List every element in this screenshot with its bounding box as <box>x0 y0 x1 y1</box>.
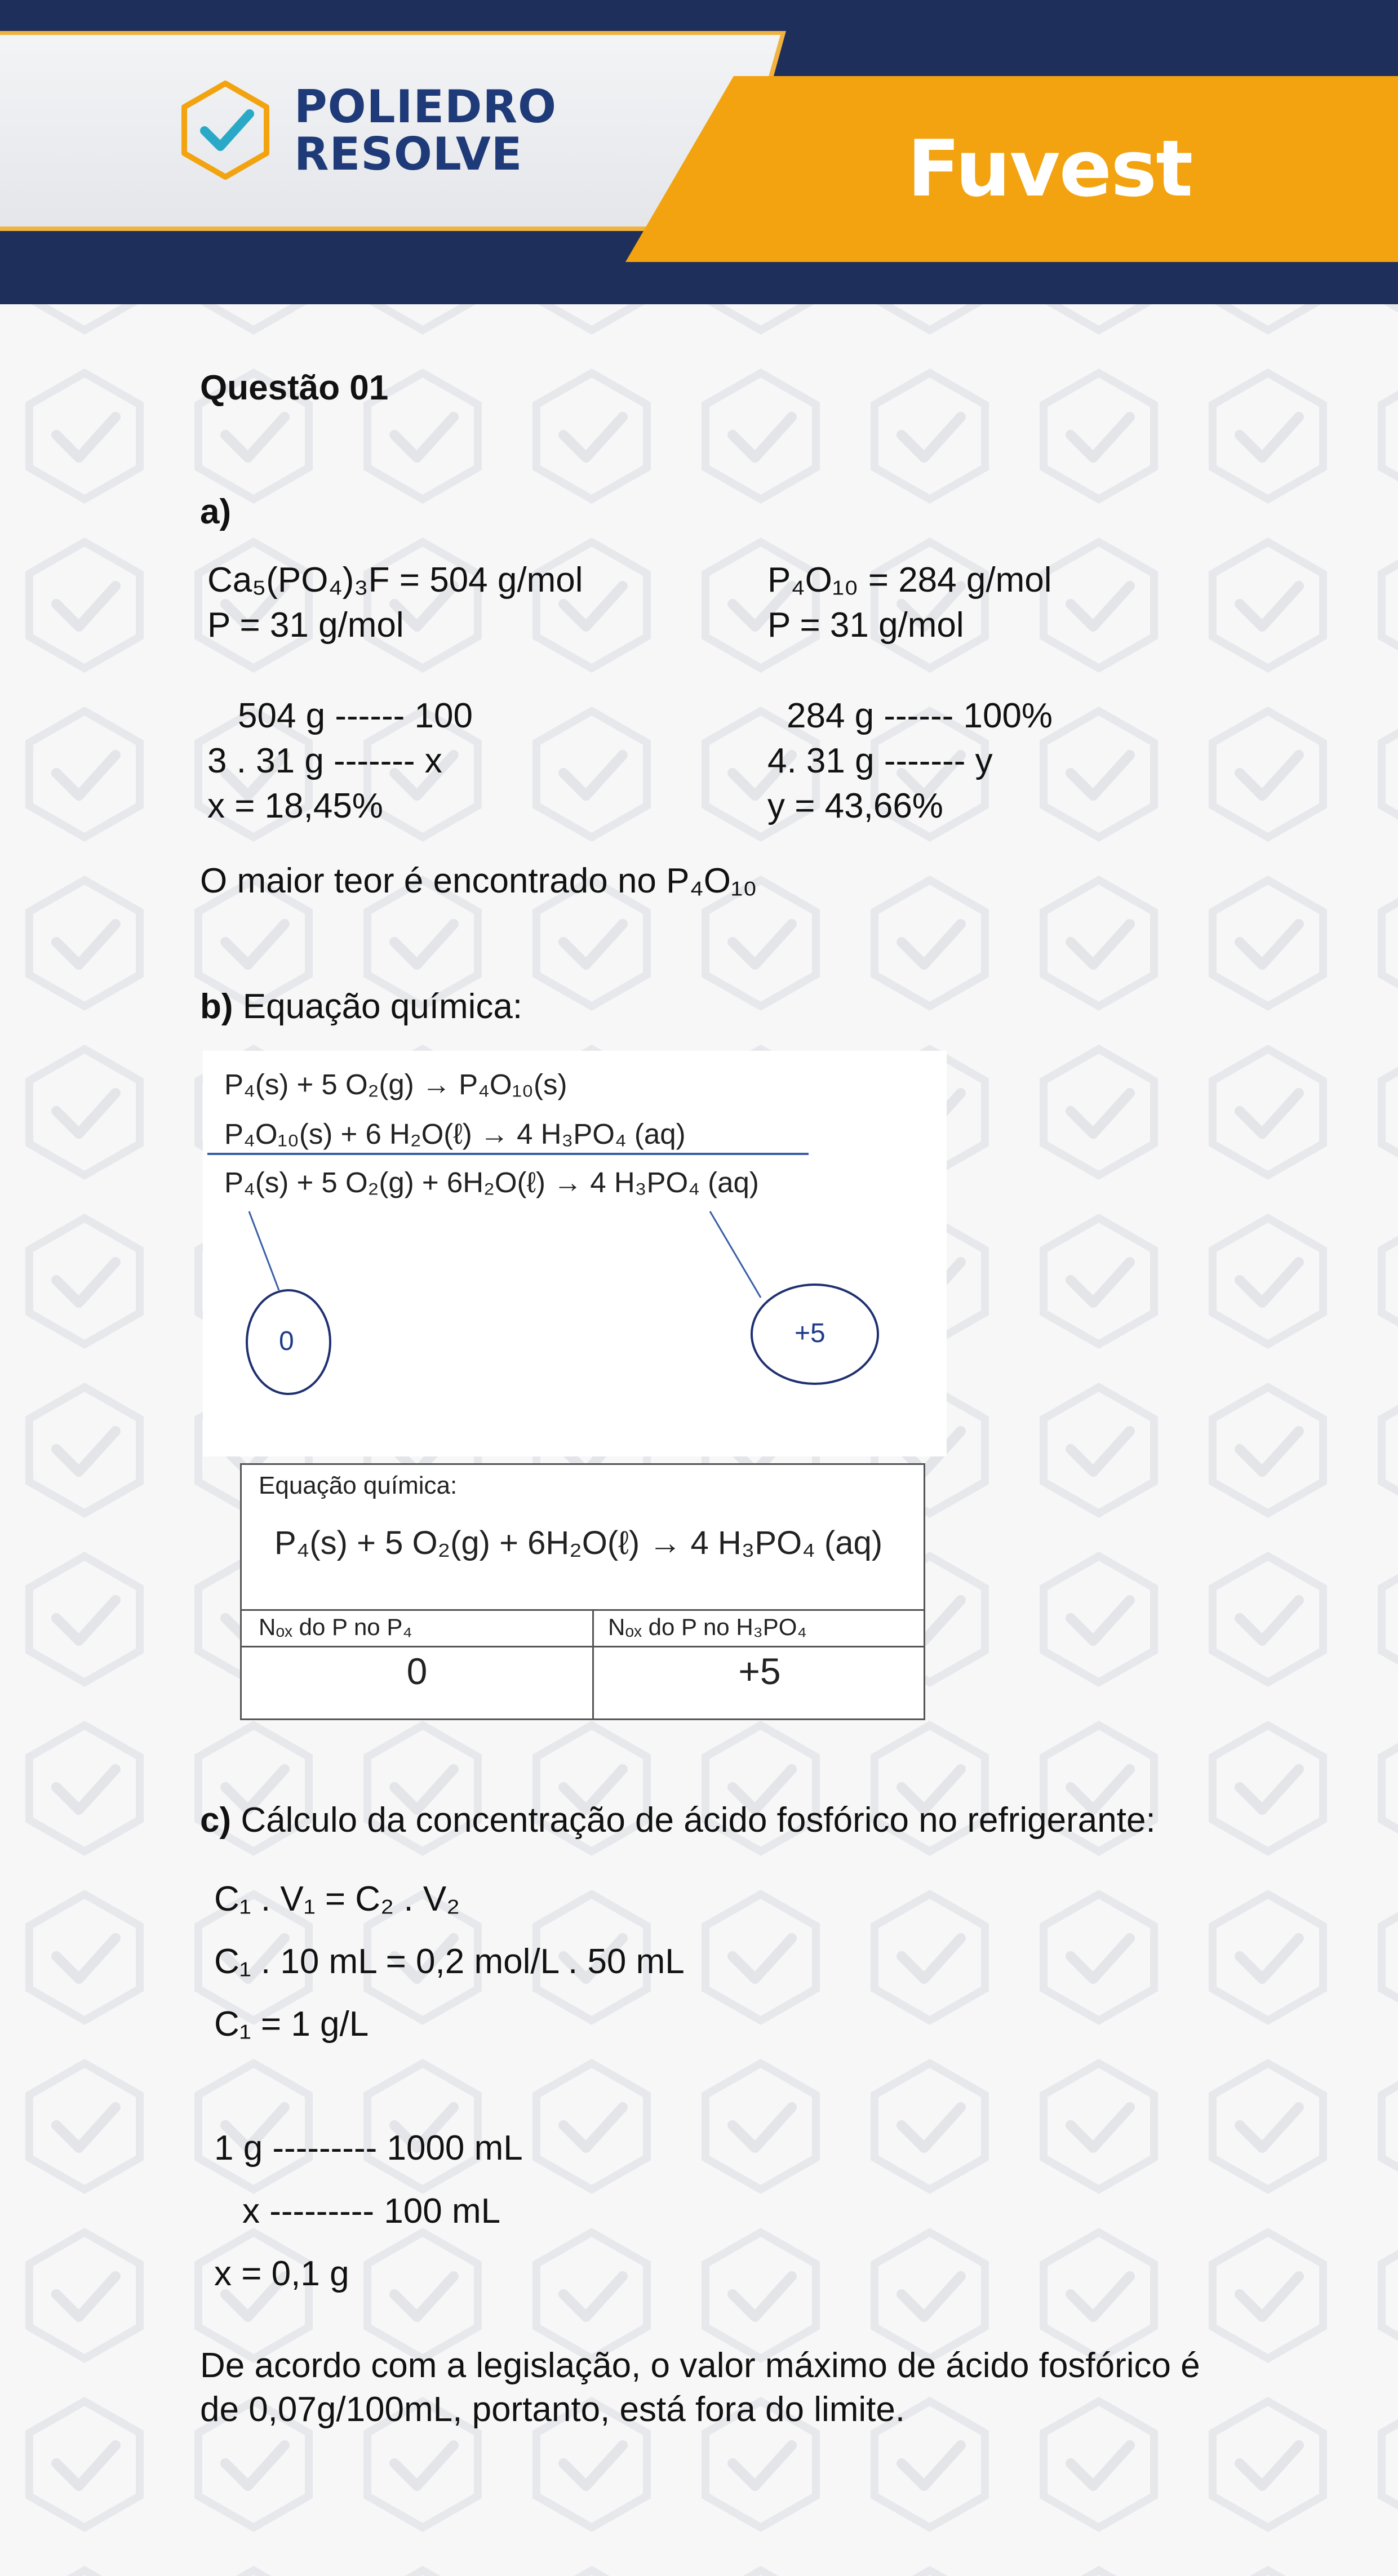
part-c-conclusion-1: De acordo com a legislação, o valor máximo de ácido fosfórico é <box>200 2346 1200 2385</box>
part-a-right-p-mass: P = 31 g/mol <box>767 606 964 645</box>
table-title: Equação química: <box>259 1472 458 1499</box>
table-divider-2 <box>242 1646 924 1647</box>
exam-name: Fuvest <box>907 123 1192 214</box>
part-a-left-ratio-1: 504 g ------ 100 <box>238 696 473 735</box>
part-c-line-5: x --------- 100 mL <box>242 2192 501 2231</box>
part-a-right-formula-mass: P₄O₁₀ = 284 g/mol <box>767 561 1052 599</box>
header-banner <box>0 0 1398 304</box>
part-a-label: a) <box>200 492 232 531</box>
table-value-p4: 0 <box>406 1650 428 1692</box>
part-c-heading <box>200 1800 1156 1841</box>
part-b-heading-text: Equação química: <box>242 987 523 1026</box>
brand-line-2: RESOLVE <box>294 128 523 180</box>
oxidation-number-table <box>240 1463 925 1720</box>
part-a-left-result: x = 18,45% <box>207 787 383 825</box>
pointer-line-left <box>249 1211 279 1290</box>
part-c-conclusion-2: de 0,07g/100mL, portanto, está fora do limite. <box>200 2390 906 2429</box>
part-c-line-2: C₁ . 10 mL = 0,2 mol/L . 50 mL <box>214 1942 685 1981</box>
ox-value-right: +5 <box>795 1318 826 1348</box>
poliedro-check-icon <box>177 79 273 180</box>
part-a-right-result: y = 43,66% <box>767 787 943 825</box>
brand-line-1: POLIEDRO <box>294 81 557 133</box>
part-b-heading <box>200 986 522 1028</box>
equation-line-1: P₄(s) + 5 O₂(g) → P₄O₁₀(s) <box>224 1068 567 1100</box>
part-a-left-formula-mass: Ca₅(PO₄)₃F = 504 g/mol <box>207 561 583 599</box>
table-equation: P₄(s) + 5 O₂(g) + 6H₂O(ℓ) → 4 H₃PO₄ (aq) <box>274 1525 883 1561</box>
part-c-line-1: C₁ . V₁ = C₂ . V₂ <box>214 1880 460 1918</box>
table-header-p4: Nₒₓ do P no P₄ <box>259 1614 412 1640</box>
question-title: Questão 01 <box>200 368 389 407</box>
part-c-line-4: 1 g --------- 1000 mL <box>214 2129 523 2168</box>
equation-line-3: P₄(s) + 5 O₂(g) + 6H₂O(ℓ) → 4 H₃PO₄ (aq) <box>224 1166 759 1198</box>
part-a-right-ratio-2: 4. 31 g ------- y <box>767 741 993 780</box>
part-a-right-ratio-1: 284 g ------ 100% <box>787 696 1053 735</box>
brand-logo-text <box>294 83 557 178</box>
pointer-line-right <box>710 1211 761 1298</box>
part-c-heading-text: Cálculo da concentração de ácido fosfórico no refrigerante: <box>241 1801 1156 1840</box>
handwritten-equation-area <box>203 1051 947 1456</box>
part-c-line-3: C₁ = 1 g/L <box>214 2005 369 2044</box>
part-c-line-6: x = 0,1 g <box>214 2254 349 2293</box>
ox-value-left: 0 <box>279 1326 294 1356</box>
part-a-conclusion: O maior teor é encontrado no P₄O₁₀ <box>200 861 757 900</box>
part-c-label: c) <box>200 1801 232 1840</box>
part-a-left-p-mass: P = 31 g/mol <box>207 606 404 645</box>
part-b-label: b) <box>200 987 233 1026</box>
table-divider-1 <box>242 1609 924 1611</box>
table-value-h3po4: +5 <box>738 1650 781 1692</box>
equation-line-2: P₄O₁₀(s) + 6 H₂O(ℓ) → 4 H₃PO₄ (aq) <box>224 1118 686 1150</box>
part-a-left-ratio-2: 3 . 31 g ------- x <box>207 741 442 780</box>
equation-annotations <box>203 1051 947 1456</box>
table-header-h3po4: Nₒₓ do P no H₃PO₄ <box>608 1614 807 1640</box>
